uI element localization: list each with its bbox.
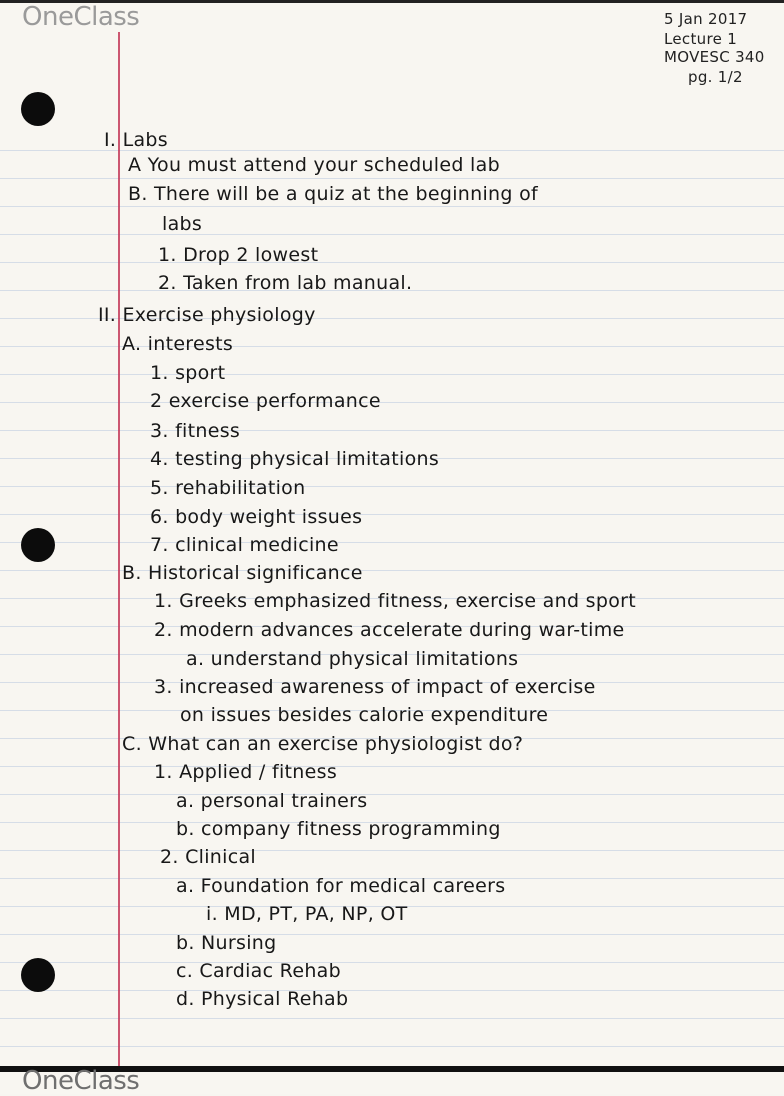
note-line: C. What can an exercise physiologist do?: [122, 733, 524, 755]
note-line: 2. modern advances accelerate during war-time: [154, 619, 625, 641]
note-line: 2. Clinical: [160, 846, 256, 868]
oneclass-logo-bottom: OneClass: [22, 1066, 140, 1096]
note-line: 2 exercise performance: [150, 390, 381, 412]
note-line: a. personal trainers: [176, 790, 368, 812]
note-line: 3. increased awareness of impact of exercise: [154, 676, 596, 698]
note-line: A. interests: [122, 333, 234, 355]
note-line: A You must attend your scheduled lab: [128, 154, 500, 176]
header-course: MOVESC 340: [664, 48, 765, 66]
section-1-heading: I. Labs: [104, 129, 168, 151]
note-line: i. MD, PT, PA, NP, OT: [206, 903, 408, 925]
note-line: 2. Taken from lab manual.: [158, 272, 413, 294]
note-line: d. Physical Rehab: [176, 988, 349, 1010]
note-line: 1. sport: [150, 362, 226, 384]
binder-hole: [21, 958, 55, 992]
binder-hole: [21, 92, 55, 126]
note-line: 7. clinical medicine: [150, 534, 339, 556]
note-line: 6. body weight issues: [150, 506, 363, 528]
section-2-heading: II. Exercise physiology: [98, 304, 316, 326]
note-line: 3. fitness: [150, 420, 241, 442]
note-line: b. company fitness programming: [176, 818, 501, 840]
note-line: 1. Applied / fitness: [154, 761, 338, 783]
note-line: on issues besides calorie expenditure: [180, 704, 549, 726]
note-line: B. Historical significance: [122, 562, 363, 584]
note-line: 1. Drop 2 lowest: [158, 244, 319, 266]
note-line: labs: [162, 213, 203, 235]
note-line: 1. Greeks emphasized fitness, exercise and sport: [154, 590, 636, 612]
note-line: 5. rehabilitation: [150, 477, 306, 499]
oneclass-logo-top: OneClass: [22, 2, 140, 32]
header-lecture: Lecture 1: [664, 30, 738, 48]
note-line: 4. testing physical limitations: [150, 448, 440, 470]
binder-hole: [21, 528, 55, 562]
note-line: a. understand physical limitations: [186, 648, 519, 670]
note-line: B. There will be a quiz at the beginning of: [128, 183, 539, 205]
margin-line: [118, 32, 120, 1072]
note-line: a. Foundation for medical careers: [176, 875, 506, 897]
note-line: b. Nursing: [176, 932, 277, 954]
note-line: c. Cardiac Rehab: [176, 960, 341, 982]
header-date: 5 Jan 2017: [664, 10, 748, 28]
header-page: pg. 1/2: [688, 68, 743, 86]
